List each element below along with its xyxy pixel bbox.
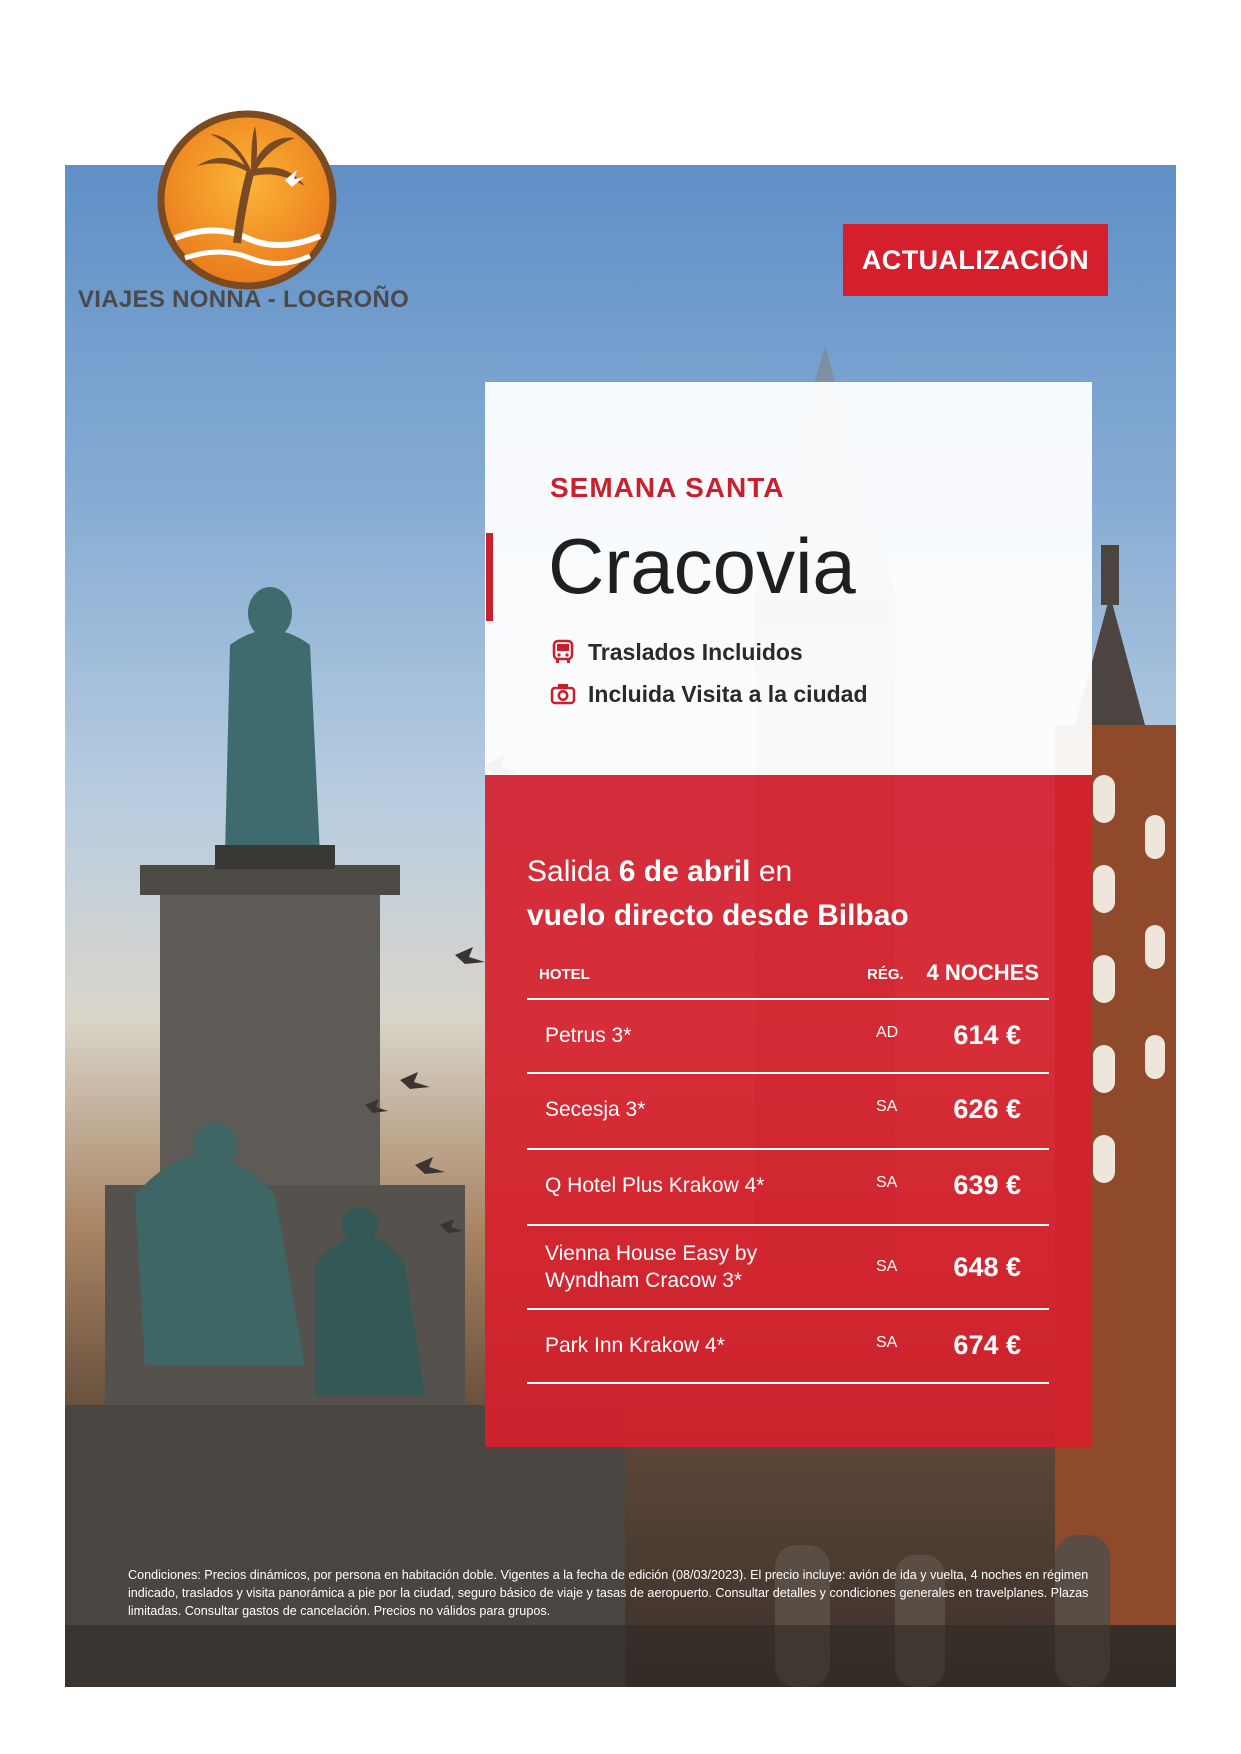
header-price: 4 NOCHES — [926, 960, 1039, 985]
hotel-price: 614 € — [953, 1020, 1021, 1050]
hotel-name: Petrus 3* — [545, 1024, 632, 1047]
feature-city-tour — [550, 678, 868, 710]
hotel-name: Vienna House Easy by Wyndham Cracow 3* — [545, 1242, 758, 1292]
departure-prefix: Salida — [527, 855, 611, 888]
hotel-price: 648 € — [953, 1252, 1021, 1282]
brand-name: VIAJES NONNA - LOGROÑO — [78, 286, 410, 313]
hotel-name: Q Hotel Plus Krakow 4* — [545, 1174, 765, 1197]
hotel-name: Park Inn Krakow 4* — [545, 1334, 725, 1357]
hotel-regime: SA — [876, 1258, 898, 1275]
palm-sun-logo-icon — [155, 108, 340, 293]
table-header — [527, 958, 1049, 1000]
hotel-regime: AD — [876, 1024, 899, 1041]
departure-flight: vuelo directo desde Bilbao — [527, 899, 909, 932]
destination-title: Cracovia — [548, 522, 856, 610]
season-label: SEMANA SANTA — [550, 472, 785, 503]
feature-label: Traslados Incluidos — [588, 638, 803, 665]
table-row — [527, 1226, 1049, 1310]
header-hotel: HOTEL — [539, 966, 590, 983]
hotel-price: 674 € — [953, 1330, 1021, 1360]
update-badge: ACTUALIZACIÓN — [843, 224, 1108, 296]
header-regime: RÉG. — [867, 966, 904, 983]
departure-suffix: en — [758, 855, 793, 888]
table-row — [527, 1150, 1049, 1226]
hotel-name: Secesja 3* — [545, 1098, 646, 1121]
table-row — [527, 1074, 1049, 1150]
price-table — [527, 958, 1049, 1384]
feature-transfers — [550, 636, 803, 668]
departure-date: 6 de abril — [618, 855, 751, 888]
hotel-regime: SA — [876, 1098, 898, 1115]
table-row — [527, 1310, 1049, 1384]
feature-label: Incluida Visita a la ciudad — [588, 680, 868, 707]
hotel-regime: SA — [876, 1334, 898, 1351]
hotel-regime: SA — [876, 1174, 898, 1191]
title-accent-bar — [486, 533, 493, 621]
hotel-price: 639 € — [953, 1170, 1021, 1200]
bus-icon — [550, 639, 576, 665]
conditions-text: Condiciones: Precios dinámicos, por persona en habitación doble. Vigentes a la fecha de edición (08/03/2023). El precio incluye: avión de ida y vuelta, 4 noches en régimen indicado, traslados y visita panorámica a pie por la ciudad, seguro básico de viaje y tasas de aeropuerto. Consultar detalles y condiciones generales en travelplanes. Plazas limitadas. Consultar gastos de cancelación. Precios no válidos para grupos. — [128, 1568, 1089, 1618]
camera-icon — [550, 681, 576, 707]
table-row — [527, 1000, 1049, 1074]
departure-info — [527, 850, 909, 938]
hotel-price: 626 € — [953, 1094, 1021, 1124]
